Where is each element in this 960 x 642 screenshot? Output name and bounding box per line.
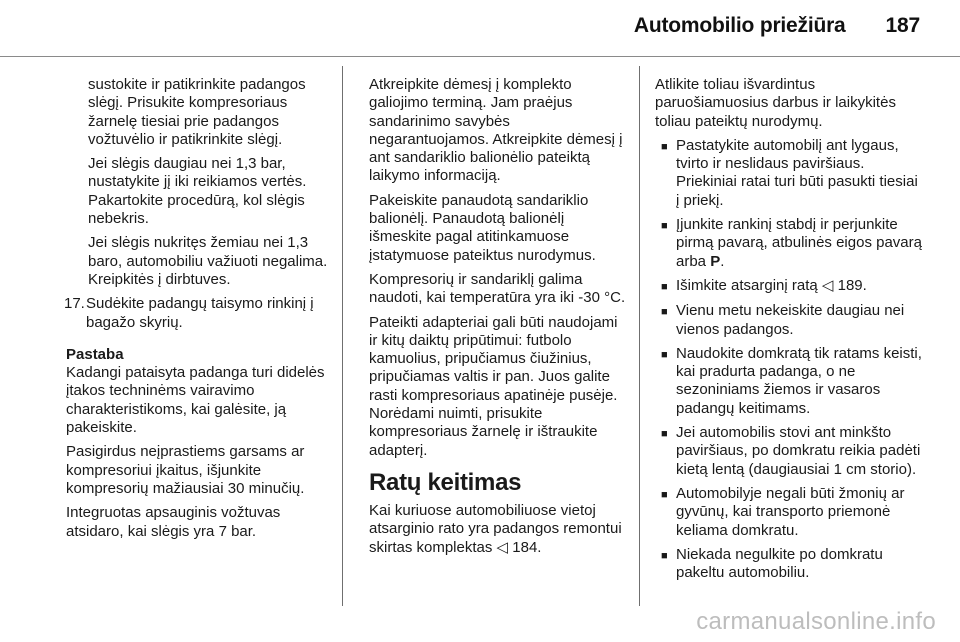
paragraph: Jei slėgis nukritęs žemiau nei 1,3 baro, automobiliu važiuoti negalima. Kreipkitės į dirbtuves. (88, 234, 328, 288)
page-header (634, 14, 920, 38)
paragraph: Atkreipkite dėmesį į komplekto galiojimo terminą. Jam praėjus sandarinimo savybės negarantuojamos. Atkreipkite dėmesį į ant sandariklio balionėlio pateiktą laikymo informaciją. (369, 76, 623, 185)
list-item: ■ Pastatykite automobilį ant lygaus, tvirto ir neslidaus paviršiaus. Priekiniai ratai turi būti pasukti tiesiai į priekį. (661, 136, 918, 209)
note-paragraph: Integruotas apsauginis vožtuvas atsidaro, kai slėgis yra 7 bar. (66, 504, 281, 540)
bullet-icon: ■ (661, 549, 668, 562)
paragraph: Kompresorių ir sandariklį galima naudoti, kai temperatūra yra iki -30 °C. (369, 270, 626, 307)
paragraph: Pateikti adapteriai gali būti naudojami ir kitų daiktų pripūtimui: futbolo kamuolius, pripučiamus čiužinius, pripučiamas valtis ir pan. Juos galite rasti kompresoriaus apatinėje pusėje. Norėdami nuimti, prisukite kompresoriaus žarnelę ir ištraukite adapterį. (369, 313, 618, 459)
column-divider-2 (639, 66, 640, 606)
bullet-icon: ■ (661, 428, 668, 441)
note-block (66, 346, 332, 541)
list-item: ■ Jei automobilis stovi ant minkšto paviršiaus, po domkratu reikia padėti kietą lentą (daugiausiai 1 cm storio). (661, 424, 921, 478)
bullet-icon: ■ (661, 140, 668, 153)
list-item: ■ Vienu metu nekeiskite daugiau nei vienos padangos. (661, 302, 905, 338)
section-heading: Ratų keitimas (369, 468, 522, 496)
note-title: Pastaba (66, 345, 124, 363)
numbered-step (64, 295, 332, 332)
page-title: Automobilio priežiūra (633, 14, 846, 37)
bullet-icon: ■ (661, 488, 668, 501)
note-paragraph: Kadangi pataisyta padanga turi didelės įtakos techninėms vairavimo charakteristikoms, kai galėsite, ją pakeiskite. (66, 364, 325, 437)
paragraph: Jei slėgis daugiau nei 1,3 bar, nustatykite jį iki reikiamos vertės. Pakartokite procedūrą, kol slėgis nebekris. (88, 155, 307, 228)
bullet-icon: ■ (661, 220, 668, 233)
column-3 (655, 76, 925, 588)
step-number: 17. (64, 295, 85, 313)
paragraph: sustokite ir patikrinkite padangos slėgį. Prisukite kompresoriaus žarnelę tiesiai prie padangos vožtuvėlio ir patikrinkite slėgį. (88, 76, 306, 148)
list-item: ■ Naudokite domkratą tik ratams keisti, kai pradurta padanga, o ne sezoniniams žiemos ir vasaros padangų keitimams. (661, 344, 922, 417)
header-rule (0, 56, 960, 57)
page-reference-arrow-icon: ◁ (821, 276, 834, 294)
page-number: 187 (885, 14, 920, 37)
bullet-icon: ■ (661, 306, 668, 319)
note-paragraph: Pasigirdus neįprastiems garsams ar kompresoriui įkaitus, išjunkite kompresorių mažiausiai 30 minučių. (66, 443, 305, 497)
page-reference: 189. (837, 276, 867, 294)
watermark: carmanualsonline.info (696, 608, 936, 635)
page-reference-arrow-icon: ◁ (496, 538, 509, 556)
step-text: Sudėkite padangų taisymo rinkinį į bagažo skyrių. (86, 295, 314, 331)
paragraph: Atlikite toliau išvardintus paruošiamuosius darbus ir laikykitės toliau pateiktų nurodymų. (655, 76, 896, 130)
list-item: ■ Niekada negulkite po domkratu pakeltu automobiliu. (661, 545, 883, 582)
page-reference: 184. (512, 538, 542, 556)
column-divider-1 (342, 66, 343, 606)
column-1 (66, 76, 332, 547)
paragraph: Pakeiskite panaudotą sandariklio balionėlį. Panaudotą balionėlį išmeskite pagal atitinkamuose įstatymuose pateiktus nurodymus. (369, 191, 596, 264)
bullet-icon: ■ (661, 280, 668, 293)
column-2 (369, 76, 627, 563)
list-item: ■ Išimkite atsarginį ratą ◁ 189. (661, 277, 925, 296)
list-item: ■ Automobilyje negali būti žmonių ar gyvūnų, kai transporto priemonė keliama domkratu. (661, 484, 905, 539)
list-item: ■ Įjunkite rankinį stabdį ir perjunkite pirmą pavarą, atbulinės eigos pavarą arba P. (661, 216, 922, 270)
paragraph: Kai kuriuose automobiliuose vietoj atsarginio rato yra padangos remontui skirtas komplektas ◁ 184. (369, 501, 622, 556)
bullet-icon: ■ (661, 348, 668, 361)
